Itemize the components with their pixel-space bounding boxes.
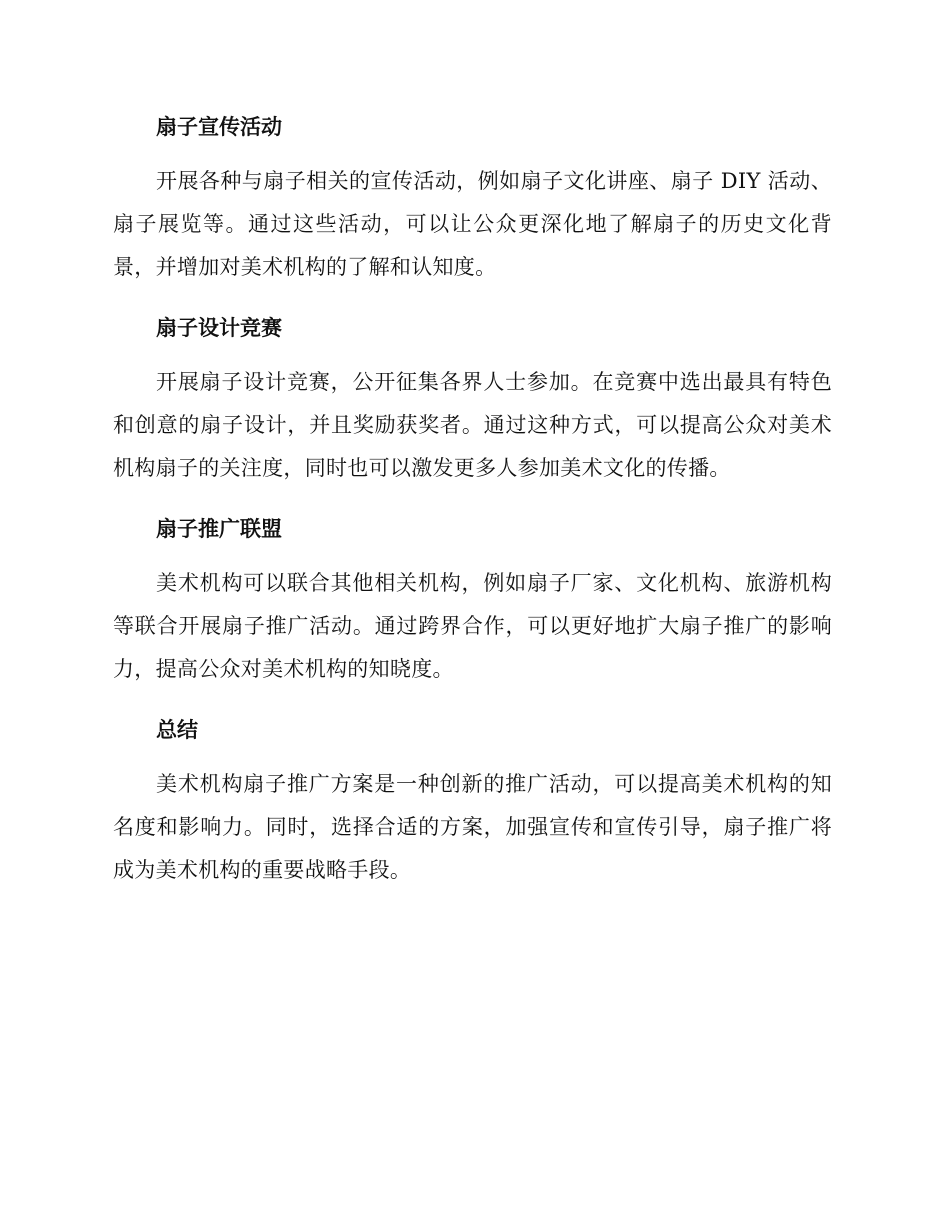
section-heading: 扇子设计竞赛 xyxy=(156,316,282,340)
section-heading: 扇子宣传活动 xyxy=(156,115,282,139)
section-paragraph: 开展各种与扇子相关的宣传活动，例如扇子文化讲座、扇子 DIY 活动、扇子展览等。通过这些活动，可以让公众更深化地了解扇子的历史文化背景，并增加对美术机构的了解和认知度。 xyxy=(113,169,832,279)
section-heading: 总结 xyxy=(156,718,198,742)
section-paragraph: 美术机构可以联合其他相关机构，例如扇子厂家、文化机构、旅游机构等联合开展扇子推广活动。通过跨界合作，可以更好地扩大扇子推广的影响力，提高公众对美术机构的知晓度。 xyxy=(113,571,832,681)
section-fan-promotion-alliance xyxy=(113,512,832,691)
section-summary xyxy=(113,713,832,892)
section-fan-promotion-activities xyxy=(113,110,832,289)
section-paragraph: 美术机构扇子推广方案是一种创新的推广活动，可以提高美术机构的知名度和影响力。同时，选择合适的方案，加强宣传和宣传引导，扇子推广将成为美术机构的重要战略手段。 xyxy=(113,772,832,882)
section-paragraph: 开展扇子设计竞赛，公开征集各界人士参加。在竞赛中选出最具有特色和创意的扇子设计，并且奖励获奖者。通过这种方式，可以提高公众对美术机构扇子的关注度，同时也可以激发更多人参加美术文化的传播。 xyxy=(113,370,832,480)
section-fan-design-competition xyxy=(113,311,832,490)
section-heading: 扇子推广联盟 xyxy=(156,517,282,541)
